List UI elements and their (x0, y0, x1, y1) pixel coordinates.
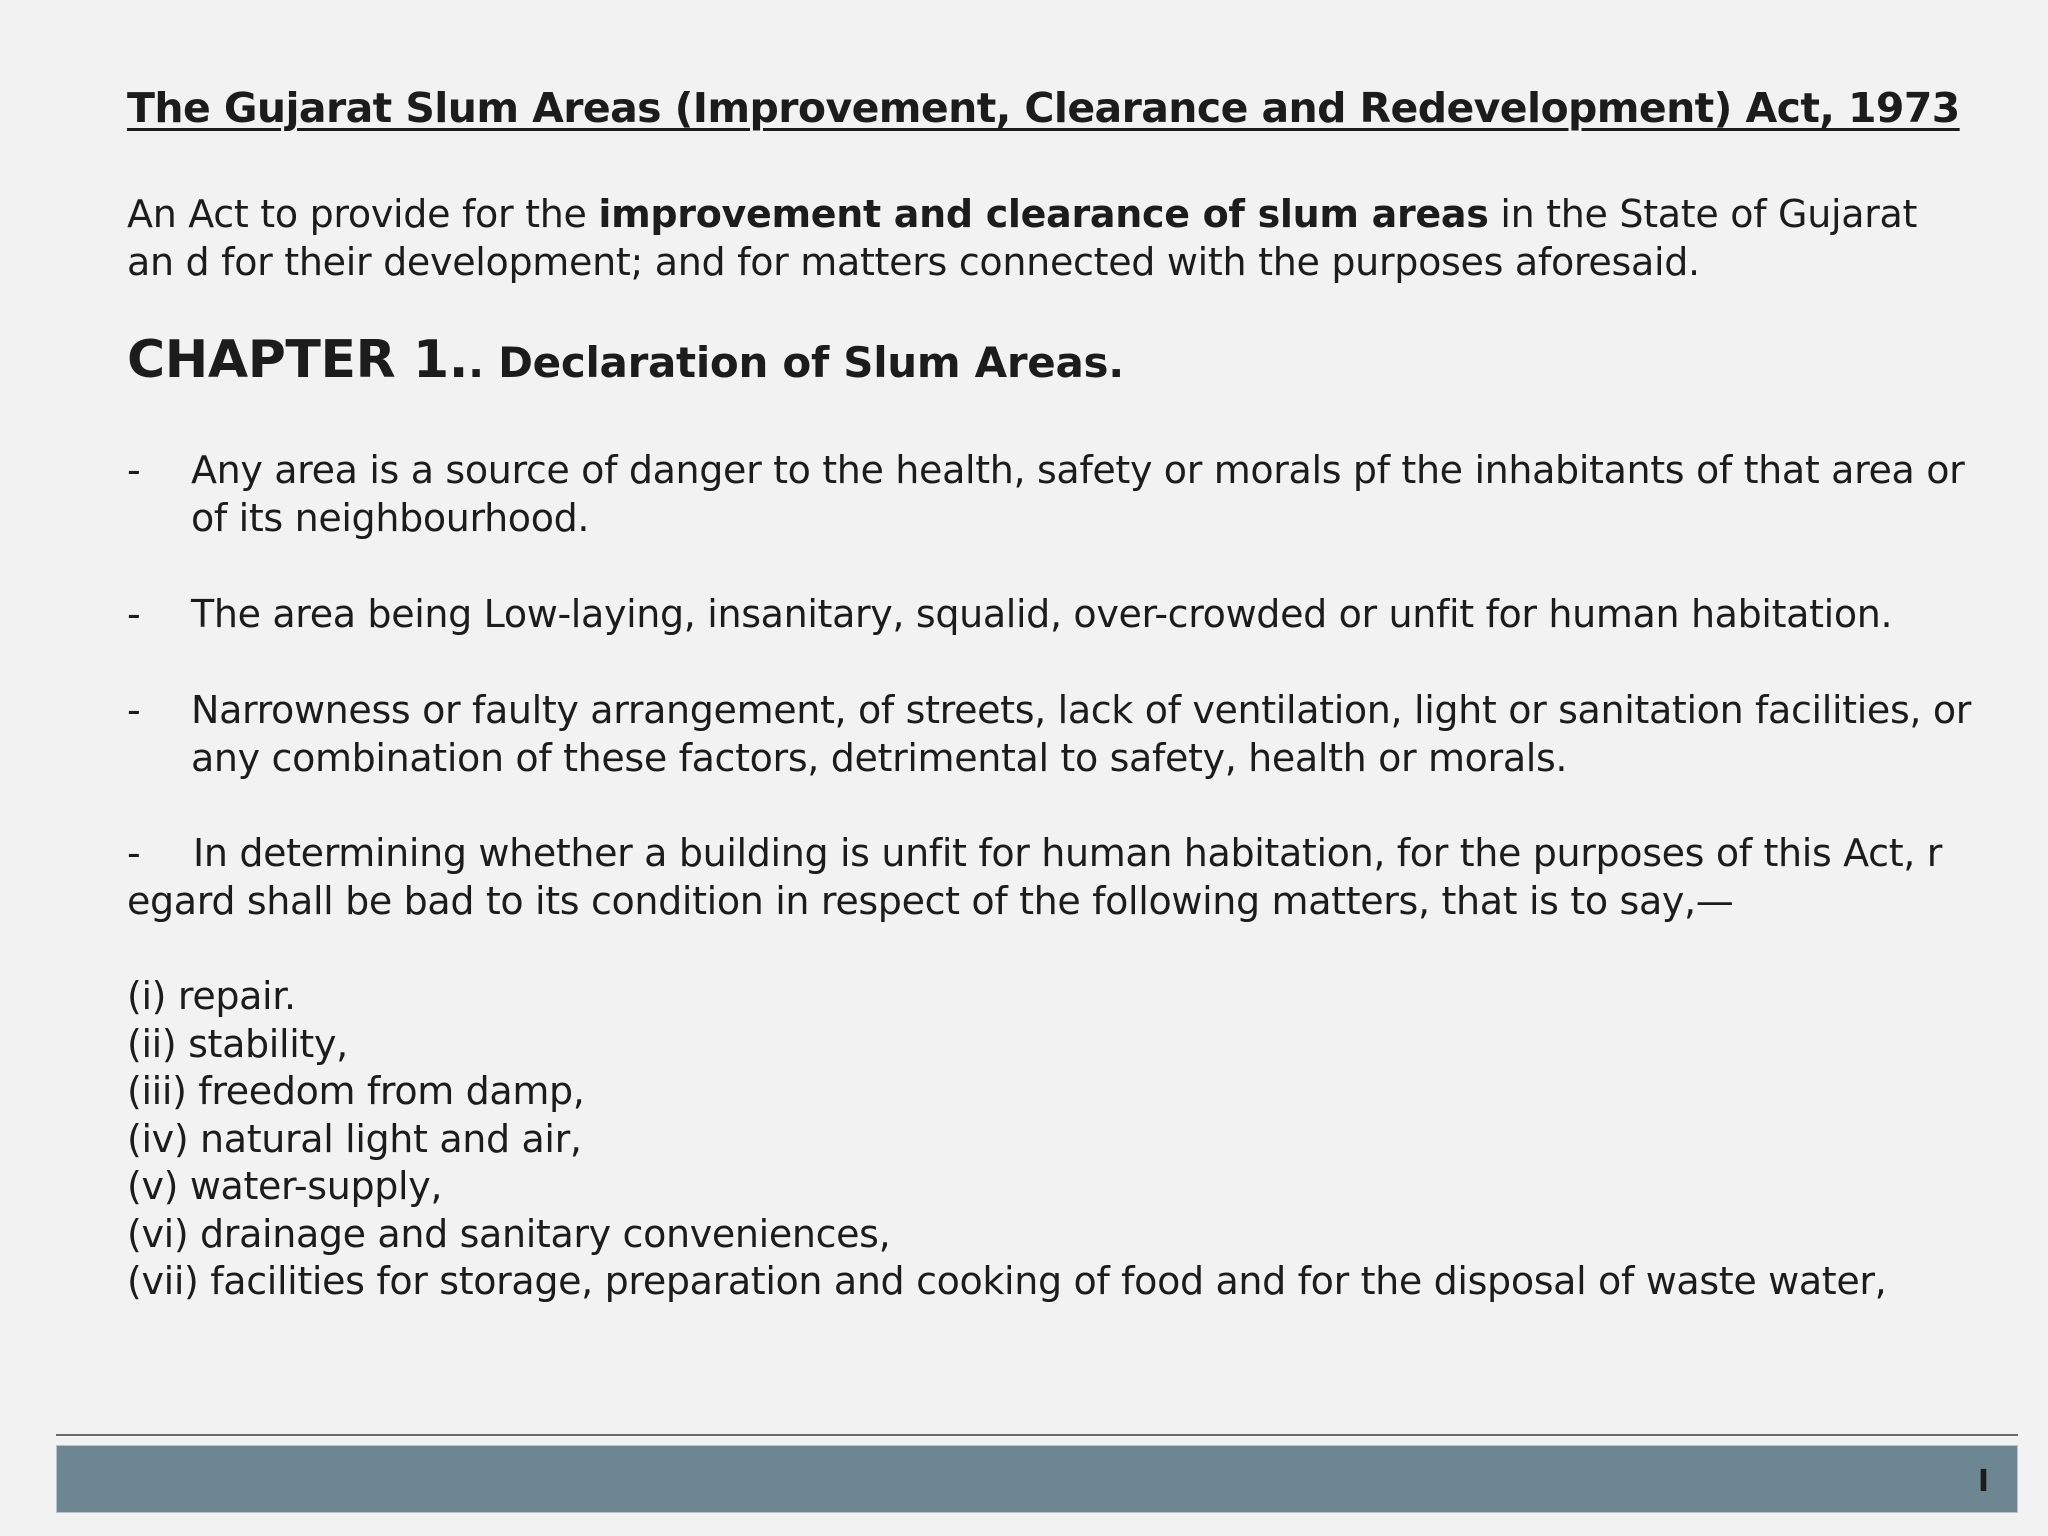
determining-paragraph (127, 829, 1957, 925)
criteria-text: The area being Low-laying, insanitary, squalid, over-crowded or unfit for human habitation. (191, 592, 1893, 636)
page-number: I (1977, 1464, 1989, 1499)
criteria-item-narrowness (127, 686, 1977, 782)
criteria-text: Any area is a source of danger to the health, safety or morals pf the inhabitants of that area or of its neighbourhood. (191, 448, 1965, 540)
list-item: (iii) freedom from damp, (127, 1069, 585, 1113)
list-item: (ii) stability, (127, 1021, 348, 1066)
chapter-number: CHAPTER 1. (127, 330, 469, 390)
dash-marker: - (127, 592, 141, 636)
dash-marker: - (127, 688, 141, 732)
chapter-heading (127, 330, 1124, 390)
list-item: (v) water-supply, (127, 1164, 443, 1208)
act-description-emphasis: improvement and clearance of slum areas (598, 192, 1489, 236)
footer-divider (56, 1434, 2018, 1436)
list-item: (iv) natural light and air, (127, 1116, 582, 1161)
act-description (127, 190, 1947, 286)
criteria-item-danger (127, 446, 1977, 542)
matters-list (127, 973, 1886, 1306)
slide-title: The Gujarat Slum Areas (Improvement, Clearance and Redevelopment) Act, 1973 (127, 84, 1960, 132)
footer-bar (56, 1445, 2018, 1513)
criteria-text: Narrowness or faulty arrangement, of streets, lack of ventilation, light or sanitation facilities, or any combination of these factors, detrimental to safety, health or morals. (191, 688, 1972, 780)
chapter-title: . Declaration of Slum Areas. (468, 338, 1124, 387)
list-item: (i) repair. (127, 974, 296, 1018)
dash-marker: - (127, 448, 141, 492)
criteria-item-low-laying (127, 590, 1977, 638)
determining-text: In determining whether a building is unfit for human habitation, for the purposes of this Act, r egard shall be bad to its condition in respect of the following matters, that is to say,— (127, 831, 1942, 923)
list-item: (vi) drainage and sanitary conveniences, (127, 1211, 891, 1256)
list-item: (vii) facilities for storage, preparation and cooking of food and for the disposal of waste water, (127, 1259, 1887, 1303)
act-description-text-end: in the State of Gujarat an d for their development; and for matters connected with the purposes aforesaid. (127, 192, 1918, 284)
act-description-text-start: An Act to provide for the (127, 192, 599, 236)
dash-marker: - (127, 831, 141, 875)
